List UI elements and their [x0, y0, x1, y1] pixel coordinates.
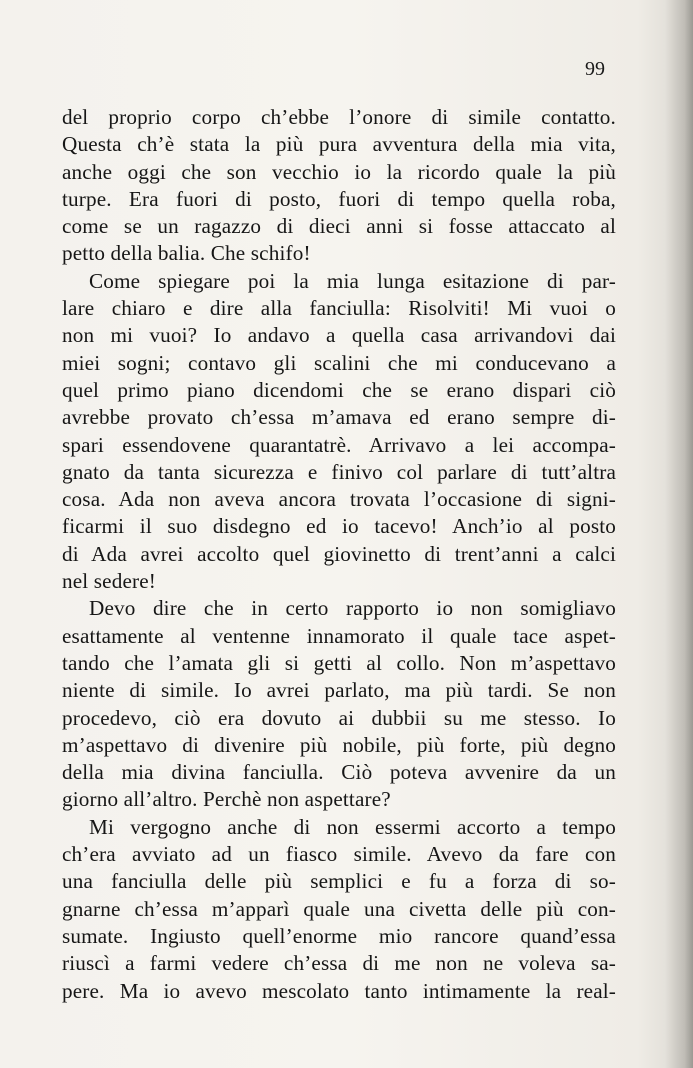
text-line: tando che l’amata gli si getti al collo. Non m’aspettavo — [62, 650, 616, 675]
text-line: di Ada avrei accolto quel giovinetto di trent’anni a calci — [62, 541, 616, 566]
text-line: nel sedere! — [62, 569, 156, 594]
text-line: ch’era avviato ad un fiasco simile. Avevo da fare con — [62, 842, 616, 867]
text-line: come se un ragazzo di dieci anni si fosse attaccato al — [62, 214, 616, 239]
text-line: riuscì a farmi vedere ch’essa di me non ne voleva sa- — [62, 951, 616, 976]
text-line: del proprio corpo ch’ebbe l’onore di simile contatto. — [62, 105, 616, 129]
text-line: esattamente al ventenne innamorato il quale tace aspet- — [62, 623, 616, 648]
text-line: miei sogni; contavo gli scalini che mi conducevano a — [62, 350, 616, 375]
page-number: 99 — [585, 58, 605, 80]
text-line: Mi vergogno anche di non essermi accorto a tempo — [89, 814, 616, 839]
text-line: ficarmi il suo disdegno ed io tacevo! Anch’io al posto — [62, 514, 616, 539]
text-line: spari essendovene quarantatrè. Arrivavo a lei accompa- — [62, 432, 616, 457]
text-line: lare chiaro e dire alla fanciulla: Risolviti! Mi vuoi o — [62, 296, 616, 321]
text-line: avrebbe provato ch’essa m’amava ed erano sempre di- — [62, 405, 616, 430]
text-line: anche oggi che son vecchio io la ricordo quale la più — [62, 159, 616, 184]
text-line: pere. Ma io avevo mescolato tanto intimamente la real- — [62, 978, 616, 1003]
text-line: della mia divina fanciulla. Ciò poteva avvenire da un — [62, 760, 616, 785]
text-line: procedevo, ciò era dovuto ai dubbii su me stesso. Io — [62, 705, 616, 730]
text-line: turpe. Era fuori di posto, fuori di tempo quella roba, — [62, 186, 616, 211]
text-line: Questa ch’è stata la più pura avventura della mia vita, — [62, 132, 616, 157]
text-line: m’aspettavo di divenire più nobile, più forte, più degno — [62, 732, 616, 757]
text-line: non mi vuoi? Io andavo a quella casa arrivandovi dai — [62, 323, 616, 348]
text-line: petto della balia. Che schifo! — [62, 241, 311, 266]
text-line: Come spiegare poi la mia lunga esitazione di par- — [89, 268, 616, 293]
text-line: una fanciulla delle più semplici e fu a forza di so- — [62, 869, 616, 894]
text-line: sumate. Ingiusto quell’enorme mio rancore quand’essa — [62, 923, 616, 948]
text-line: quel primo piano dicendomi che se erano dispari ciò — [62, 377, 616, 402]
body-text — [62, 104, 616, 1005]
text-line: Devo dire che in certo rapporto io non somigliavo — [89, 596, 616, 621]
text-line: gnarne ch’essa m’apparì quale una civetta delle più con- — [62, 896, 616, 921]
text-line: giorno all’altro. Perchè non aspettare? — [62, 787, 391, 812]
text-line: niente di simile. Io avrei parlato, ma più tardi. Se non — [62, 678, 616, 703]
text-line: cosa. Ada non aveva ancora trovata l’occasione di signi- — [62, 487, 616, 512]
text-line: gnato da tanta sicurezza e finivo col parlare di tutt’altra — [62, 459, 616, 484]
page-edge-shadow — [665, 0, 693, 1068]
